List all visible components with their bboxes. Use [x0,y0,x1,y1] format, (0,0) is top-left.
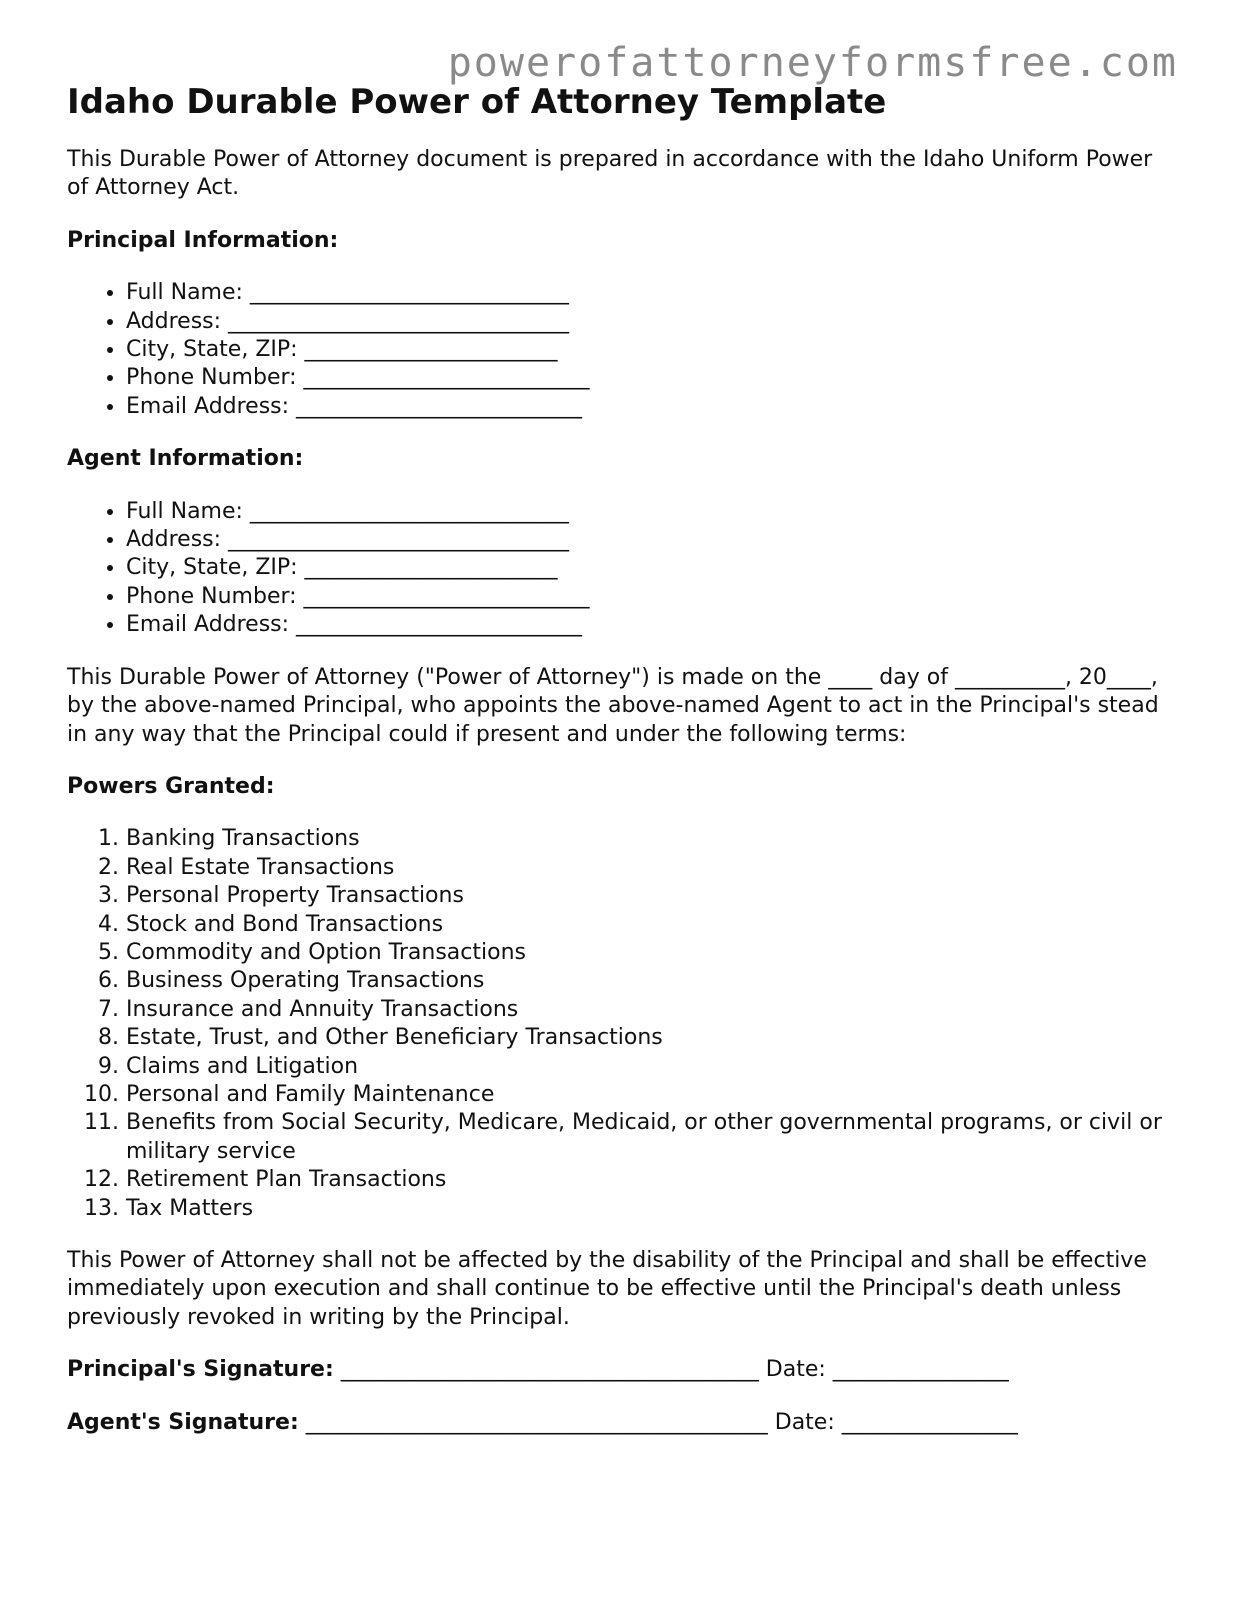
powers-heading: Powers Granted: [67,773,275,799]
agent-city-state-zip: • City, State, ZIP: _______________________ [126,554,1177,582]
principal-signature-blank: ______________________________________ Date: ________________ [340,1357,1009,1383]
principal-signature-line [67,1356,1177,1384]
principal-email: • Email Address: __________________________ [126,393,1177,421]
agent-signature-blank: __________________________________________ Date: ________________ [305,1409,1018,1435]
principal-address: • Address: _______________________________ [126,308,1177,336]
powers-list [67,825,1177,1223]
principal-signature-label: Principal's Signature: [67,1357,334,1383]
document-title: Idaho Durable Power of Attorney Template [67,82,887,122]
power-item: 13. Tax Matters [126,1195,1177,1223]
statement-paragraph: This Durable Power of Attorney ("Power of Attorney") is made on the ____ day of __________, 20____, by the above-named Principal, who appoints the above-named Agent to act in the Principal's stead in any way that the Principal could if present and under the following terms: [67,664,1159,747]
document [67,80,1177,1461]
agent-address: • Address: _______________________________ [126,526,1177,554]
principal-full-name: • Full Name: _____________________________ [126,279,1177,307]
agent-email: • Email Address: __________________________ [126,611,1177,639]
power-item: 6. Business Operating Transactions [126,967,1177,995]
power-item: 2. Real Estate Transactions [126,854,1177,882]
principal-phone: • Phone Number: __________________________ [126,364,1177,392]
power-item: 4. Stock and Bond Transactions [126,911,1177,939]
agent-heading: Agent Information: [67,446,304,472]
agent-signature-line [67,1409,1177,1437]
agent-signature-label: Agent's Signature: [67,1409,299,1435]
watermark: powerofattorneyformsfree.com [447,40,1178,86]
power-item: 8. Estate, Trust, and Other Beneficiary Transactions [126,1024,1177,1052]
agent-phone: • Phone Number: __________________________ [126,583,1177,611]
power-item: 10. Personal and Family Maintenance [126,1081,1177,1109]
power-item: 11. Benefits from Social Security, Medicare, Medicaid, or other governmental programs, or civil or military service [126,1109,1177,1166]
durability-paragraph: This Power of Attorney shall not be affected by the disability of the Principal and shall be effective immediately upon execution and shall continue to be effective until the Principal's death unless previously revoked in writing by the Principal. [67,1248,1147,1330]
power-item: 9. Claims and Litigation [126,1053,1177,1081]
intro-paragraph: This Durable Power of Attorney document is prepared in accordance with the Idaho Uniform Power of Attorney Act. [67,147,1153,201]
power-item: 1. Banking Transactions [126,825,1177,853]
power-item: 3. Personal Property Transactions [126,882,1177,910]
agent-fields [67,498,1177,640]
power-item: 12. Retirement Plan Transactions [126,1166,1177,1194]
principal-fields [67,279,1177,421]
power-item: 5. Commodity and Option Transactions [126,939,1177,967]
principal-city-state-zip: • City, State, ZIP: _______________________ [126,336,1177,364]
agent-full-name: • Full Name: _____________________________ [126,498,1177,526]
power-item: 7. Insurance and Annuity Transactions [126,996,1177,1024]
principal-heading: Principal Information: [67,227,339,253]
